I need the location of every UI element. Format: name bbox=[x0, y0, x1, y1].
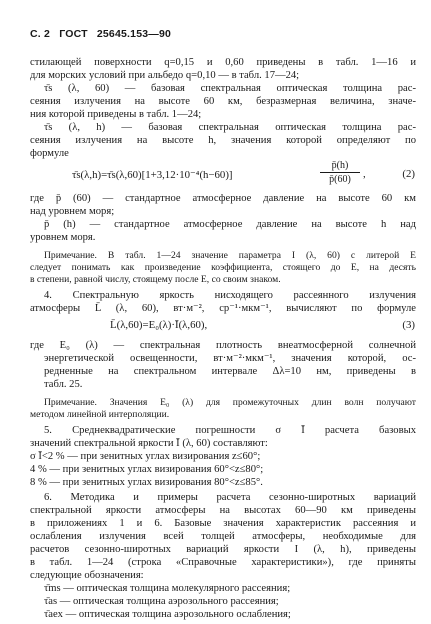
text-line: для морских условий при альбедо q=0,10 — в табл. 17—24; bbox=[30, 70, 300, 81]
text-line: значений спектральной яркости Ī (λ, 60) составляют: bbox=[30, 438, 268, 449]
text-line: спектральной яркости атмосферы на высотах 60—90 км приведены bbox=[30, 505, 416, 516]
text-line: в табл. 1—24 (строка «Справочные характеристики»), где приняты bbox=[30, 557, 416, 568]
text-line: 6. Методика и примеры расчета сезонно-широтных вариаций bbox=[44, 492, 416, 503]
equation-number-3: (3) bbox=[402, 319, 415, 331]
text-line: где p̄ (60) — стандартное атмосферное давление на высоте 60 км bbox=[30, 193, 416, 204]
formula-2-comma: , bbox=[363, 168, 366, 180]
fraction-denominator: p̄(60) bbox=[329, 174, 351, 185]
text-line: сеяния излучения на высоте h, значения которой определяют по bbox=[30, 135, 416, 146]
note-line: следует понимать как произведение коэффициента, стоящего до Е, на десять bbox=[30, 262, 416, 273]
text-line: 5. Среднеквадратические погрешности σ Ī расчета базовых bbox=[44, 425, 416, 436]
text-line: табл. 25. bbox=[44, 379, 83, 390]
text-line: формуле bbox=[30, 148, 69, 159]
equation-number-2: (2) bbox=[402, 168, 415, 180]
text-line: где E₀ (λ) — спектральная плотность внеатмосферной солнечной bbox=[30, 340, 416, 351]
text-line: σ Ī<2 % — при зенитных углах визирования z≤60°; bbox=[30, 451, 261, 462]
text-line: τ̄aex — оптическая толщина аэрозольного ослабления; bbox=[44, 609, 291, 620]
text-line: стилающей поверхности q=0,15 и 0,60 приведены в табл. 1—16 и bbox=[30, 57, 416, 68]
text-line: в приложениях 1 и 6. Базовые значения характеристик рассеяния и bbox=[30, 518, 416, 529]
text-line: сеяния излучения на высоте 60 км, безразмерная величина, значе- bbox=[30, 96, 416, 107]
text-line: редненные на спектральном интервале Δλ=10 нм, приведены в bbox=[44, 366, 416, 377]
text-line: над уровнем моря; bbox=[30, 206, 115, 217]
text-line: следующие обозначения: bbox=[30, 570, 144, 581]
text-line: расчетов сезонно-широтных вариаций яркости I (λ, h), приведены bbox=[30, 544, 416, 555]
note-line: в степени, равной числу, стоящему после Е, со своим знаком. bbox=[30, 274, 281, 285]
note-line: методом линейной интерполяции. bbox=[30, 409, 170, 420]
text-line: атмосферы L̄ (λ, 60), вт·м⁻², ср⁻¹·мкм⁻¹, вычисляют по формуле bbox=[30, 303, 416, 314]
text-line: 4 % — при зенитных углах визирования 60°<z≤80°; bbox=[30, 464, 264, 475]
text-line: τ̄s (λ, h) — базовая спектральная оптическая толщина рас- bbox=[44, 122, 416, 133]
fraction-numerator: p̄(h) bbox=[320, 160, 360, 173]
text-line: τ̄s (λ, 60) — базовая спектральная оптическая толщина рас- bbox=[44, 83, 416, 94]
text-line: энергетической освещенности, вт·м⁻²·мкм⁻¹, значения которой, ос- bbox=[44, 353, 416, 364]
text-line: ния которой приведены в табл. 1—24; bbox=[30, 109, 202, 120]
standard-label: ГОСТ bbox=[59, 28, 88, 40]
page-header bbox=[30, 28, 171, 40]
formula-3: L̄(λ,60)=E₀(λ)·Ī(λ,60), bbox=[110, 319, 208, 331]
formula-2-fraction bbox=[320, 160, 360, 185]
formula-2: τ̄s(λ,h)=τ̄s(λ,60)[1+3,12·10⁻⁴(h−60)] bbox=[72, 169, 233, 181]
text-line: 8 % — при зенитных углах визирования 80°<z≤85°. bbox=[30, 477, 263, 488]
text-line: уровнем моря. bbox=[30, 232, 96, 243]
text-line: τ̄ms — оптическая толщина молекулярного рассеяния; bbox=[44, 583, 291, 594]
standard-number: 25645.153—90 bbox=[96, 28, 172, 40]
text-line: ослабления излучения всей толщей атмосферы, необходимые для bbox=[30, 531, 416, 542]
page-number: С. 2 bbox=[30, 28, 51, 40]
note-line: Примечание. В табл. 1—24 значение параметра I (λ, 60) с литерой Е bbox=[44, 250, 416, 261]
text-line: τ̄as — оптическая толщина аэрозольного рассеяния; bbox=[44, 596, 279, 607]
text-line: 4. Спектральную яркость нисходящего рассеянного излучения bbox=[44, 290, 416, 301]
note-line: Примечание. Значения E₀ (λ) для промежуточных длин волн получают bbox=[44, 397, 416, 408]
text-line: p̄ (h) — стандартное атмосферное давление на высоте h над bbox=[44, 219, 416, 230]
